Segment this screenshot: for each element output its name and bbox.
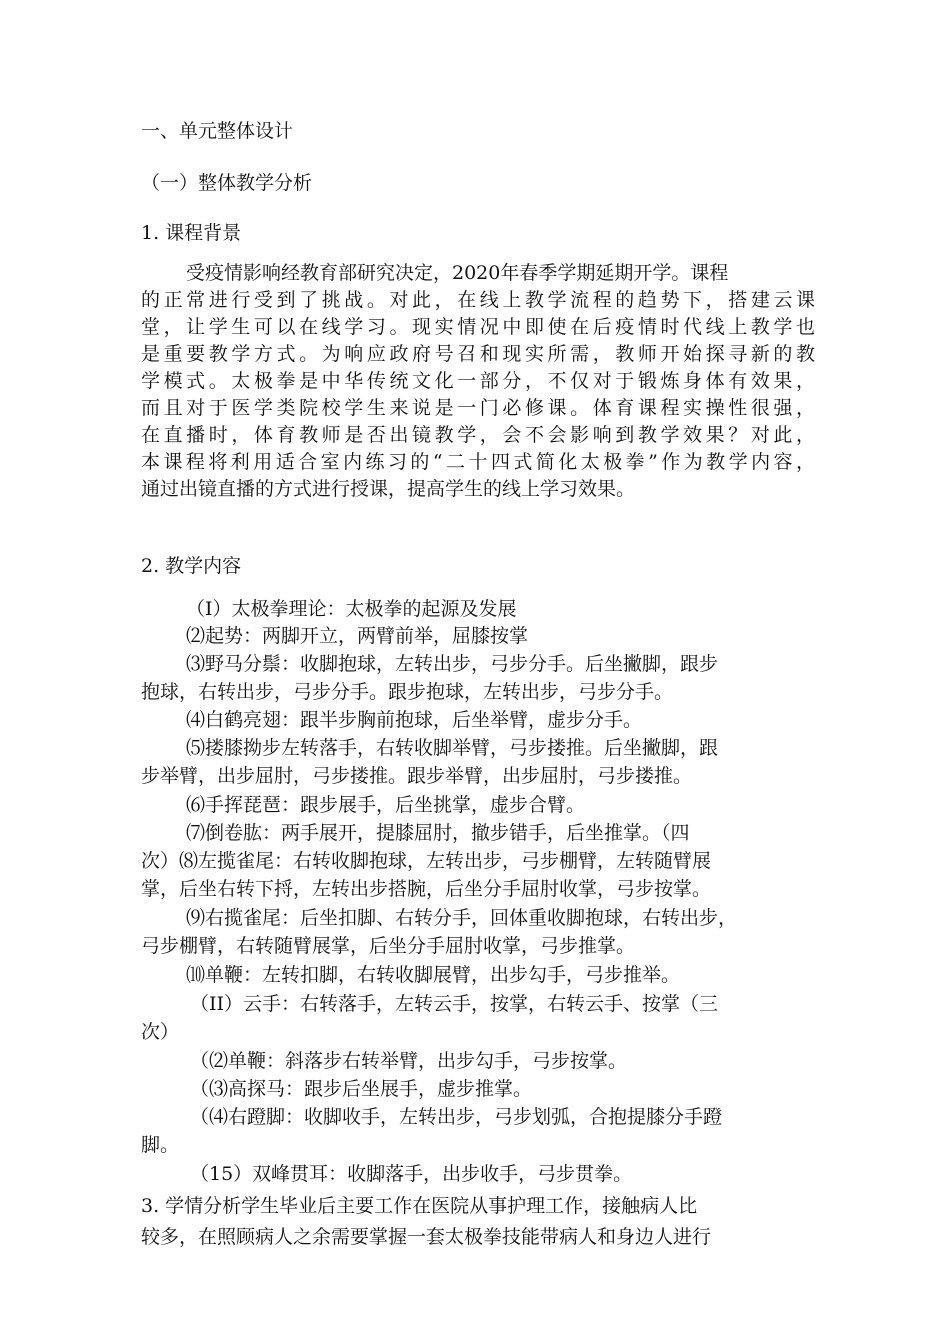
paragraph-line: 是重要教学方式。为响应政府号召和现实所需，教师开始探寻新的教 bbox=[141, 343, 815, 365]
paragraph-line: 通过出镜直播的方式进行授课，提高学生的线上学习效果。 bbox=[141, 478, 636, 500]
content-line: ⑶野马分鬃：收脚抱球，左转出步，弓步分手。后坐撇脚，跟步 bbox=[186, 653, 719, 675]
content-line: ⑵起势：两脚开立，两臂前举，屈膝按掌 bbox=[186, 625, 529, 647]
content-line: ⑼右揽雀尾：后坐扣脚、右转分手，回体重收脚抱球，右转出步， bbox=[186, 907, 738, 929]
paragraph-line: 在直播时，体育教师是否出镜教学，会不会影响到教学效果？对此， bbox=[141, 424, 815, 446]
content-line: （⑶高探马：跟步后坐展手，虚步推掌。 bbox=[190, 1078, 533, 1100]
content-line: ⑺倒卷肱：两手展开，提膝屈肘，撤步错手，后坐推掌。（四 bbox=[186, 822, 690, 844]
content-line: 次）⑻左揽雀尾：右转收脚抱球，左转出步，弓步棚臂，左转随臂展 bbox=[141, 850, 712, 872]
content-line: 掌，后坐右转下捋，左转出步搭腕，后坐分手屈肘收掌，弓步按掌。 bbox=[141, 878, 712, 900]
content-line: 抱球，右转出步，弓步分手。跟步抱球，左转出步，弓步分手。 bbox=[141, 681, 674, 703]
section-title-content: 2. 教学内容 bbox=[141, 555, 242, 577]
content-line: ⑹手挥琵琶：跟步展手，后坐挑掌，虚步合臂。 bbox=[186, 794, 586, 816]
content-line: ⑽单鞭：左转扣脚，右转收脚展臂，出步勾手，弓步推举。 bbox=[186, 964, 681, 986]
content-line: 次） bbox=[141, 1021, 180, 1043]
content-line: （⑷右蹬脚：收脚收手，左转出步，弓步划弧，合抱提膝分手蹬 bbox=[190, 1106, 723, 1128]
heading-overall-analysis: （一）整体教学分析 bbox=[141, 172, 313, 194]
content-line: （II）云手：右转落手，左转云手，按掌，右转云手、按掌（三 bbox=[190, 993, 719, 1015]
section-title-background: 1. 课程背景 bbox=[141, 222, 242, 244]
content-line: （I）太极拳理论：太极拳的起源及发展 bbox=[186, 598, 517, 620]
paragraph-line: 而且对于医学类院校学生来说是一门必修课。体育课程实操性很强， bbox=[141, 397, 815, 419]
content-line: 弓步棚臂，右转随臂展掌，后坐分手屈肘收掌，弓步推掌。 bbox=[141, 935, 636, 957]
content-line: 脚。 bbox=[141, 1134, 180, 1156]
section-student-analysis-line: 较多，在照顾病人之余需要掌握一套太极拳技能带病人和身边人进行 bbox=[141, 1226, 712, 1248]
heading-unit-design: 一、单元整体设计 bbox=[141, 120, 294, 142]
content-line: 步举臂，出步屈肘，弓步搂推。跟步举臂，出步屈肘，弓步搂推。 bbox=[141, 765, 693, 787]
content-line: （⑵单鞭：斜落步右转举臂，出步勾手，弓步按掌。 bbox=[190, 1050, 628, 1072]
content-line: ⑷白鹤亮翅：跟半步胸前抱球，后坐举臂，虚步分手。 bbox=[186, 709, 643, 731]
paragraph-line: 受疫情影响经教育部研究决定，2020年春季学期延期开学。课程 bbox=[186, 262, 729, 284]
paragraph-line: 本课程将利用适合室内练习的“二十四式简化太极拳”作为教学内容， bbox=[141, 451, 815, 473]
content-line: （15）双峰贯耳：收脚落手，出步收手，弓步贯拳。 bbox=[190, 1163, 633, 1185]
paragraph-line: 学模式。太极拳是中华传统文化一部分，不仅对于锻炼身体有效果， bbox=[141, 370, 815, 392]
content-line: ⑸搂膝拗步左转落手，右转收脚举臂，弓步搂推。后坐撇脚，跟 bbox=[186, 737, 719, 759]
section-student-analysis-line: 3. 学情分析学生毕业后主要工作在医院从事护理工作，接触病人比 bbox=[141, 1195, 698, 1217]
paragraph-line: 的正常进行受到了挑战。对此，在线上教学流程的趋势下，搭建云课 bbox=[141, 289, 815, 311]
paragraph-line: 堂，让学生可以在线学习。现实情况中即使在后疫情时代线上教学也 bbox=[141, 316, 815, 338]
